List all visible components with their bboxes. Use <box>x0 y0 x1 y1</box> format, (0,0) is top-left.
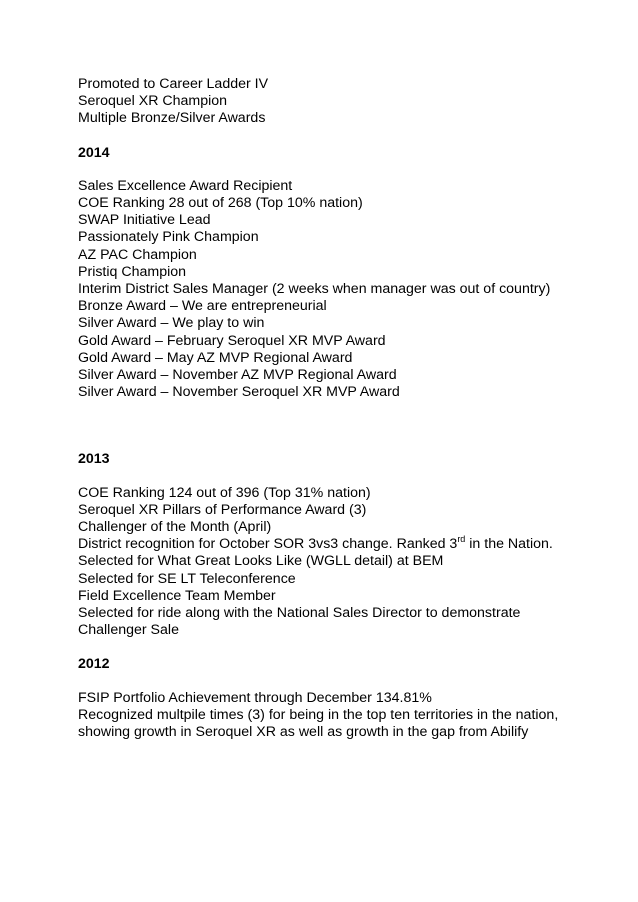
list-item <box>78 533 578 553</box>
list-item: Interim District Sales Manager (2 weeks when manager was out of country) <box>78 281 551 298</box>
section-heading-2013: 2013 <box>78 451 110 468</box>
list-item-text: District recognition for October SOR 3vs3 change. Ranked 3 <box>78 536 458 553</box>
section-heading-2012: 2012 <box>78 656 110 673</box>
section-heading-2014: 2014 <box>78 144 110 161</box>
list-item: Sales Excellence Award Recipient <box>78 177 293 194</box>
intro-line: Seroquel XR Champion <box>78 93 228 110</box>
list-item: Challenger of the Month (April) <box>78 519 272 536</box>
list-item: COE Ranking 28 out of 268 (Top 10% nation) <box>78 195 363 212</box>
list-item: Silver Award – November Seroquel XR MVP Award <box>78 384 400 401</box>
list-item: COE Ranking 124 out of 396 (Top 31% nation) <box>78 484 371 501</box>
section-2012-list <box>78 690 578 742</box>
list-item: Recognized multpile times (3) for being in the top ten territories in the nation, showing growth in Seroquel XR as well as growth in the gap from Abilify <box>78 706 559 741</box>
intro-line: Multiple Bronze/Silver Awards <box>78 110 266 127</box>
list-item: Silver Award – We play to win <box>78 315 265 332</box>
list-item: Selected for What Great Looks Like (WGLL detail) at BEM <box>78 553 444 570</box>
list-item: Field Excellence Team Member <box>78 587 276 604</box>
list-item: AZ PAC Champion <box>78 246 197 263</box>
list-item: Gold Award – February Seroquel XR MVP Award <box>78 332 386 349</box>
list-item: Gold Award – May AZ MVP Regional Award <box>78 349 353 366</box>
list-item: Pristiq Champion <box>78 263 187 280</box>
list-item: Seroquel XR Pillars of Performance Award (3) <box>78 501 367 518</box>
list-item: Selected for SE LT Teleconference <box>78 570 296 587</box>
list-item: SWAP Initiative Lead <box>78 212 211 229</box>
document-body <box>78 76 578 741</box>
section-2014-list <box>78 178 578 402</box>
section-2013-list <box>78 485 578 640</box>
list-item: Bronze Award – We are entrepreneurial <box>78 298 327 315</box>
list-item: FSIP Portfolio Achievement through December 134.81% <box>78 689 432 706</box>
list-item: Passionately Pink Champion <box>78 229 259 246</box>
ordinal-suffix: rd <box>457 533 466 544</box>
list-item-text: in the Nation. <box>465 536 553 553</box>
list-item: Selected for ride along with the National Sales Director to demonstrate Challenger Sale <box>78 605 521 639</box>
intro-line: Promoted to Career Ladder IV <box>78 76 269 92</box>
list-item: Silver Award – November AZ MVP Regional Award <box>78 367 397 384</box>
